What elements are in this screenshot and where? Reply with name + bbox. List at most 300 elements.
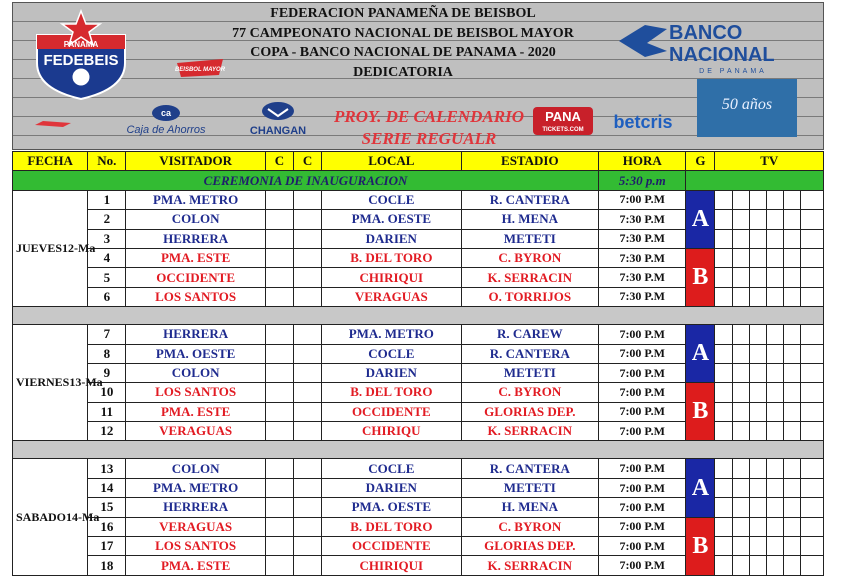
- tv-cell: [800, 556, 823, 575]
- game-time: 7:30 P.M: [599, 210, 686, 229]
- tv-cell: [783, 229, 800, 248]
- score-cell-local: [293, 287, 321, 306]
- tv-cell: [800, 363, 823, 382]
- local-team: CHIRIQUI: [322, 268, 462, 287]
- tv-cell: [800, 537, 823, 556]
- visitor-team: COLON: [126, 210, 266, 229]
- group-a-badge: A: [686, 190, 715, 248]
- stadium: GLORIAS DEP.: [461, 402, 599, 421]
- game-time: 7:00 P.M: [599, 344, 686, 363]
- score-cell-local: [293, 422, 321, 441]
- tv-cell: [749, 268, 766, 287]
- day-name: VIERNES: [16, 375, 70, 390]
- tv-cell: [732, 229, 749, 248]
- regular-series-title: SERIE REGUALR: [361, 129, 497, 148]
- tv-cell: [800, 517, 823, 536]
- tv-cell: [800, 190, 823, 209]
- score-cell-visitor: [265, 459, 293, 478]
- score-cell-visitor: [265, 517, 293, 536]
- score-cell-local: [293, 210, 321, 229]
- tv-cell: [800, 383, 823, 402]
- tv-cell: [715, 248, 732, 267]
- group-a-badge: A: [686, 459, 715, 517]
- tv-cell: [766, 537, 783, 556]
- svg-text:BANCO: BANCO: [669, 22, 743, 44]
- tv-cell: [715, 422, 732, 441]
- score-cell-local: [293, 498, 321, 517]
- tv-cell: [715, 287, 732, 306]
- banco-nacional-logo: [617, 17, 797, 75]
- sponsor-red-logo: [33, 119, 73, 129]
- tv-cell: [732, 402, 749, 421]
- game-time: 7:00 P.M: [599, 190, 686, 209]
- tv-cell: [783, 537, 800, 556]
- tv-cell: [783, 248, 800, 267]
- col-header-c1: C: [265, 152, 293, 171]
- score-cell-local: [293, 248, 321, 267]
- group-b-badge: B: [686, 383, 715, 441]
- visitor-team: PMA. OESTE: [126, 344, 266, 363]
- tv-cell: [715, 517, 732, 536]
- tv-cell: [732, 344, 749, 363]
- stadium: R. CAREW: [461, 325, 599, 344]
- changan-logo: [237, 101, 319, 139]
- svg-text:NACIONAL: NACIONAL: [669, 44, 775, 66]
- document-header: [12, 2, 824, 150]
- visitor-team: HERRERA: [126, 229, 266, 248]
- score-cell-local: [293, 363, 321, 382]
- stadium: H. MENA: [461, 210, 599, 229]
- tv-cell: [732, 363, 749, 382]
- tv-cell: [783, 325, 800, 344]
- game-number: 17: [88, 537, 126, 556]
- tv-cell: [749, 210, 766, 229]
- tv-cell: [783, 287, 800, 306]
- table-row: [13, 459, 824, 478]
- fifty-years-logo: [697, 79, 797, 137]
- game-number: 8: [88, 344, 126, 363]
- score-cell-local: [293, 344, 321, 363]
- ceremony-time: 5:30 p.m: [599, 171, 686, 190]
- game-number: 5: [88, 268, 126, 287]
- tv-cell: [715, 363, 732, 382]
- fecha-cell: [13, 190, 96, 306]
- calendar-projection-title: PROY. DE CALENDARIO: [333, 107, 524, 126]
- score-cell-visitor: [265, 190, 293, 209]
- game-number: 4: [88, 248, 126, 267]
- score-cell-visitor: [265, 402, 293, 421]
- tv-cell: [766, 248, 783, 267]
- tv-cell: [783, 268, 800, 287]
- tv-cell: [715, 190, 732, 209]
- game-number: 6: [88, 287, 126, 306]
- local-team: B. DEL TORO: [322, 383, 462, 402]
- visitor-team: HERRERA: [126, 498, 266, 517]
- table-row: [13, 190, 824, 209]
- tv-cell: [766, 402, 783, 421]
- tv-cell: [783, 402, 800, 421]
- federation-title: FEDERACION PANAMEÑA DE BEISBOL: [270, 6, 536, 21]
- game-number: 14: [88, 478, 126, 497]
- game-time: 7:00 P.M: [599, 498, 686, 517]
- tv-cell: [783, 383, 800, 402]
- table-row: [13, 248, 824, 267]
- game-time: 7:00 P.M: [599, 537, 686, 556]
- visitor-team: PMA. ESTE: [126, 556, 266, 575]
- game-number: 10: [88, 383, 126, 402]
- score-cell-visitor: [265, 229, 293, 248]
- tv-cell: [800, 268, 823, 287]
- tv-cell: [732, 478, 749, 497]
- tv-cell: [749, 402, 766, 421]
- score-cell-visitor: [265, 537, 293, 556]
- local-team: B. DEL TORO: [322, 248, 462, 267]
- stadium: METETI: [461, 478, 599, 497]
- tv-cell: [783, 344, 800, 363]
- tv-cell: [732, 325, 749, 344]
- tv-cell: [715, 229, 732, 248]
- tv-cell: [732, 190, 749, 209]
- score-cell-local: [293, 383, 321, 402]
- tv-cell: [766, 229, 783, 248]
- local-team: CHIRIQUI: [322, 556, 462, 575]
- game-number: 1: [88, 190, 126, 209]
- tv-cell: [766, 383, 783, 402]
- game-number: 13: [88, 459, 126, 478]
- game-time: 7:00 P.M: [599, 325, 686, 344]
- tv-cell: [766, 287, 783, 306]
- col-header-no: No.: [88, 152, 126, 171]
- score-cell-visitor: [265, 422, 293, 441]
- table-header-row: [13, 152, 824, 171]
- fedebeis-logo-icon: [29, 9, 133, 101]
- col-header-g: G: [686, 152, 715, 171]
- stadium: R. CANTERA: [461, 190, 599, 209]
- tv-cell: [749, 422, 766, 441]
- local-team: OCCIDENTE: [322, 537, 462, 556]
- tv-cell: [783, 478, 800, 497]
- tv-cell: [732, 248, 749, 267]
- score-cell-local: [293, 402, 321, 421]
- score-cell-visitor: [265, 363, 293, 382]
- col-header-hora: HORA: [599, 152, 686, 171]
- pana-sub-text: TICKETS.COM: [542, 127, 584, 133]
- day-date: 13-Ma: [69, 375, 103, 390]
- local-team: OCCIDENTE: [322, 402, 462, 421]
- tv-cell: [749, 325, 766, 344]
- tv-cell: [783, 459, 800, 478]
- col-header-visitador: VISITADOR: [126, 152, 266, 171]
- tv-cell: [732, 537, 749, 556]
- stadium: K. SERRACIN: [461, 556, 599, 575]
- stadium: K. SERRACIN: [461, 268, 599, 287]
- game-number: 12: [88, 422, 126, 441]
- tv-cell: [732, 422, 749, 441]
- game-number: 2: [88, 210, 126, 229]
- stadium: C. BYRON: [461, 383, 599, 402]
- game-time: 7:00 P.M: [599, 363, 686, 382]
- svg-text:50 años: 50 años: [721, 96, 773, 113]
- ceremony-label: CEREMONIA DE INAUGURACION: [13, 171, 599, 190]
- tv-cell: [749, 190, 766, 209]
- local-team: B. DEL TORO: [322, 517, 462, 536]
- tv-cell: [749, 537, 766, 556]
- game-time: 7:30 P.M: [599, 287, 686, 306]
- group-a-badge: A: [686, 325, 715, 383]
- score-cell-local: [293, 556, 321, 575]
- fedebeis-name-text: FEDEBEIS: [43, 52, 119, 69]
- tv-cell: [749, 478, 766, 497]
- tv-cell: [766, 556, 783, 575]
- score-cell-visitor: [265, 556, 293, 575]
- tv-cell: [749, 363, 766, 382]
- tv-cell: [749, 248, 766, 267]
- visitor-team: HERRERA: [126, 325, 266, 344]
- score-cell-visitor: [265, 478, 293, 497]
- tv-cell: [749, 556, 766, 575]
- tv-cell: [732, 287, 749, 306]
- stadium: C. BYRON: [461, 248, 599, 267]
- score-cell-local: [293, 478, 321, 497]
- score-cell-local: [293, 229, 321, 248]
- tv-cell: [800, 248, 823, 267]
- tv-cell: [766, 498, 783, 517]
- visitor-team: PMA. ESTE: [126, 248, 266, 267]
- day-name: SABADO: [16, 509, 67, 524]
- tv-cell: [800, 229, 823, 248]
- fedebeis-top-text: PANAMA: [63, 40, 99, 49]
- beisbol-mayor-logo: [175, 57, 225, 79]
- score-cell-local: [293, 459, 321, 478]
- stadium: O. TORRIJOS: [461, 287, 599, 306]
- day-date: 12-Ma: [62, 240, 96, 255]
- local-team: COCLE: [322, 190, 462, 209]
- svg-text:Caja de Ahorros: Caja de Ahorros: [126, 124, 206, 136]
- score-cell-local: [293, 190, 321, 209]
- game-time: 7:00 P.M: [599, 556, 686, 575]
- score-cell-visitor: [265, 210, 293, 229]
- col-header-tv: TV: [715, 152, 824, 171]
- stadium: R. CANTERA: [461, 459, 599, 478]
- local-team: PMA. OESTE: [322, 498, 462, 517]
- tv-cell: [800, 325, 823, 344]
- col-header-fecha: FECHA: [13, 152, 88, 171]
- day-name: JUEVES: [16, 240, 63, 255]
- tv-cell: [732, 210, 749, 229]
- tv-cell: [715, 383, 732, 402]
- stadium: METETI: [461, 229, 599, 248]
- tv-cell: [766, 459, 783, 478]
- tv-cell: [715, 210, 732, 229]
- game-time: 7:00 P.M: [599, 517, 686, 536]
- score-cell-visitor: [265, 498, 293, 517]
- betcris-logo: [603, 109, 683, 135]
- visitor-team: PMA. METRO: [126, 478, 266, 497]
- cup-title: COPA - BANCO NACIONAL DE PANAMA - 2020: [250, 45, 556, 60]
- game-number: 7: [88, 325, 126, 344]
- tv-cell: [766, 478, 783, 497]
- tv-cell: [732, 383, 749, 402]
- col-header-local: LOCAL: [322, 152, 462, 171]
- visitor-team: LOS SANTOS: [126, 383, 266, 402]
- tv-cell: [732, 517, 749, 536]
- day-date: 14-Ma: [66, 509, 100, 524]
- group-b-badge: B: [686, 517, 715, 575]
- tv-cell: [783, 210, 800, 229]
- game-time: 7:00 P.M: [599, 383, 686, 402]
- pana-text: PANA: [545, 109, 581, 124]
- tv-cell: [715, 537, 732, 556]
- stadium: METETI: [461, 363, 599, 382]
- score-cell-local: [293, 325, 321, 344]
- local-team: COCLE: [322, 459, 462, 478]
- schedule-table: [12, 151, 824, 576]
- tv-cell: [800, 287, 823, 306]
- tv-cell: [715, 344, 732, 363]
- visitor-team: VERAGUAS: [126, 422, 266, 441]
- visitor-team: PMA. METRO: [126, 190, 266, 209]
- col-header-c2: C: [293, 152, 321, 171]
- score-cell-visitor: [265, 248, 293, 267]
- group-b-badge: B: [686, 248, 715, 306]
- tv-cell: [715, 478, 732, 497]
- game-time: 7:00 P.M: [599, 459, 686, 478]
- tv-cell: [800, 459, 823, 478]
- tv-cell: [749, 383, 766, 402]
- tv-cell: [783, 422, 800, 441]
- tv-cell: [766, 363, 783, 382]
- changan-emblem-icon: [262, 102, 294, 120]
- table-row: [13, 517, 824, 536]
- tv-cell: [715, 402, 732, 421]
- fecha-cell: [13, 325, 103, 441]
- score-cell-local: [293, 517, 321, 536]
- dedication-title: DEDICATORIA: [353, 65, 453, 80]
- game-number: 15: [88, 498, 126, 517]
- table-row: [13, 325, 824, 344]
- tv-cell: [800, 498, 823, 517]
- tv-cell: [766, 210, 783, 229]
- panatickets-logo: [533, 107, 593, 135]
- visitor-team: OCCIDENTE: [126, 268, 266, 287]
- game-number: 18: [88, 556, 126, 575]
- score-cell-visitor: [265, 287, 293, 306]
- tv-cell: [749, 287, 766, 306]
- tv-cell: [732, 459, 749, 478]
- tv-cell: [800, 344, 823, 363]
- baseball-icon: [72, 68, 90, 86]
- tv-cell: [783, 556, 800, 575]
- tv-cell: [715, 325, 732, 344]
- tv-cell: [715, 556, 732, 575]
- tv-cell: [766, 190, 783, 209]
- tv-cell: [715, 459, 732, 478]
- game-number: 16: [88, 517, 126, 536]
- score-cell-visitor: [265, 383, 293, 402]
- tv-cell: [783, 517, 800, 536]
- svg-text:ca: ca: [160, 108, 172, 118]
- local-team: VERAGUAS: [322, 287, 462, 306]
- local-team: DARIEN: [322, 478, 462, 497]
- game-number: 11: [88, 402, 126, 421]
- game-time: 7:30 P.M: [599, 248, 686, 267]
- tv-cell: [732, 556, 749, 575]
- tv-cell: [800, 478, 823, 497]
- tv-cell: [783, 498, 800, 517]
- visitor-team: COLON: [126, 459, 266, 478]
- local-team: DARIEN: [322, 229, 462, 248]
- tv-cell: [749, 498, 766, 517]
- tv-cell: [732, 498, 749, 517]
- visitor-team: VERAGUAS: [126, 517, 266, 536]
- local-team: PMA. METRO: [322, 325, 462, 344]
- game-time: 7:30 P.M: [599, 229, 686, 248]
- score-cell-visitor: [265, 325, 293, 344]
- championship-title: 77 CAMPEONATO NACIONAL DE BEISBOL MAYOR: [232, 26, 574, 41]
- game-time: 7:30 P.M: [599, 268, 686, 287]
- tv-cell: [715, 268, 732, 287]
- stadium: H. MENA: [461, 498, 599, 517]
- score-cell-local: [293, 268, 321, 287]
- game-time: 7:00 P.M: [599, 478, 686, 497]
- tv-cell: [766, 517, 783, 536]
- fecha-cell: [13, 459, 100, 575]
- local-team: COCLE: [322, 344, 462, 363]
- stadium: GLORIAS DEP.: [461, 537, 599, 556]
- local-team: DARIEN: [322, 363, 462, 382]
- day-separator: [13, 307, 824, 325]
- table-row: [13, 383, 824, 402]
- tv-cell: [800, 402, 823, 421]
- stadium: R. CANTERA: [461, 344, 599, 363]
- stadium: K. SERRACIN: [461, 422, 599, 441]
- svg-text:BEISBOL MAYOR: BEISBOL MAYOR: [174, 67, 226, 73]
- tv-cell: [732, 268, 749, 287]
- tv-cell: [749, 517, 766, 536]
- game-number: 9: [88, 363, 126, 382]
- score-cell-local: [293, 537, 321, 556]
- game-number: 3: [88, 229, 126, 248]
- score-cell-visitor: [265, 344, 293, 363]
- col-header-estadio: ESTADIO: [461, 152, 599, 171]
- visitor-team: PMA. ESTE: [126, 402, 266, 421]
- visitor-team: LOS SANTOS: [126, 287, 266, 306]
- tv-cell: [800, 422, 823, 441]
- caja-de-ahorros-logo: [105, 103, 227, 141]
- svg-text:betcris: betcris: [613, 112, 673, 132]
- svg-text:DE PANAMA: DE PANAMA: [699, 68, 767, 75]
- tv-cell: [766, 325, 783, 344]
- stadium: C. BYRON: [461, 517, 599, 536]
- game-time: 7:00 P.M: [599, 422, 686, 441]
- local-team: PMA. OESTE: [322, 210, 462, 229]
- tv-cell: [783, 363, 800, 382]
- visitor-team: LOS SANTOS: [126, 537, 266, 556]
- tv-cell: [800, 210, 823, 229]
- tv-cell: [749, 459, 766, 478]
- game-time: 7:00 P.M: [599, 402, 686, 421]
- tv-cell: [766, 344, 783, 363]
- local-team: CHIRIQU: [322, 422, 462, 441]
- score-cell-visitor: [265, 268, 293, 287]
- tv-cell: [749, 229, 766, 248]
- ceremony-row: [13, 171, 824, 190]
- tv-cell: [749, 344, 766, 363]
- svg-text:CHANGAN: CHANGAN: [249, 125, 307, 137]
- tv-cell: [783, 190, 800, 209]
- tv-cell: [715, 498, 732, 517]
- visitor-team: COLON: [126, 363, 266, 382]
